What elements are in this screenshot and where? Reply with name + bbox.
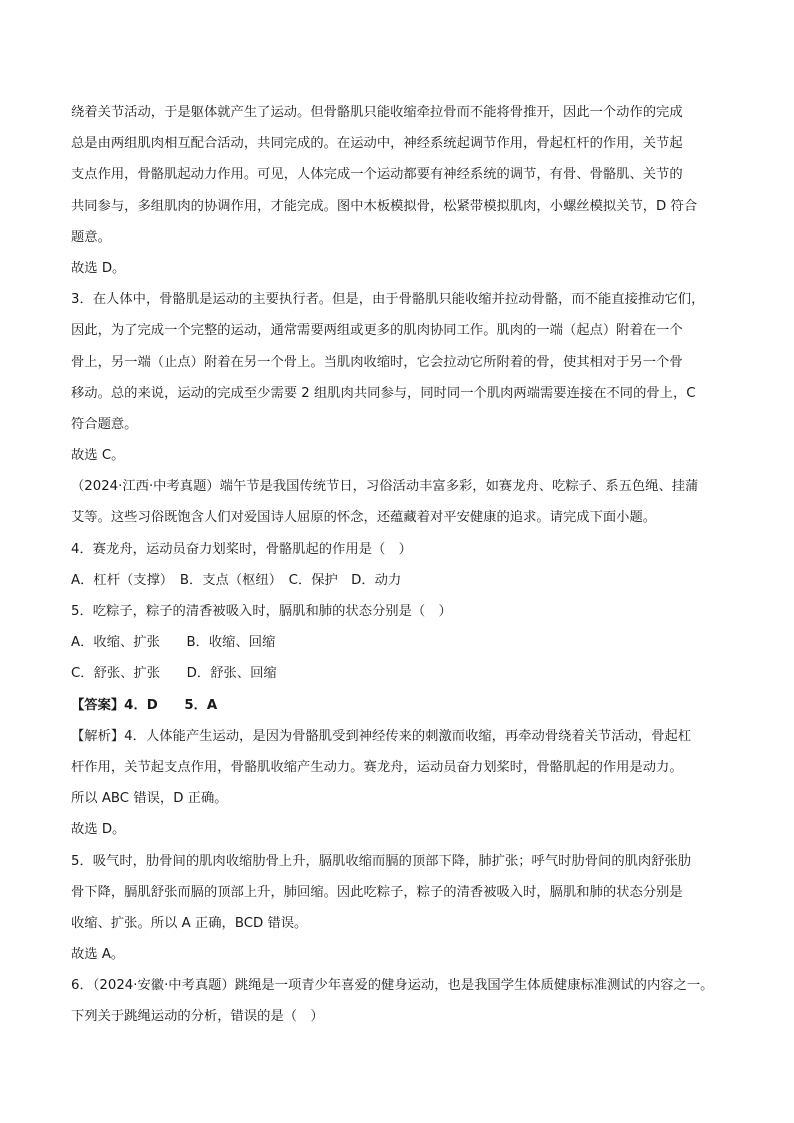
text-line-1: 绕着关节活动，于是躯体就产生了运动。但骨骼肌只能收缩牵拉骨而不能将骨推开，因此一个动作的完成 [71,105,683,120]
text-body [71,97,727,1033]
analysis-label: 【解析】4．人体能产生运动，是因为骨骼肌受到神经传来的刺激而收缩，再牵动骨绕着关节活动，骨起杠 [71,728,692,744]
question-4-options: A．杠杆（支撑） B．支点（枢纽） C．保护 D．动力 [71,572,402,588]
analysis-5: 5．吸气时，肋骨间的肌肉收缩肋骨上升，膈肌收缩而膈的顶部下降，肺扩张；呼气时肋骨间的肌肉舒张肋 [71,853,692,869]
question-4: 4．赛龙舟，运动员奋力划桨时，骨骼肌起的作用是（ ） [71,541,412,557]
text-line-26: 骨下降，膈肌舒张而膈的顶部上升，肺回缩。因此吃粽子，粽子的清香被吸入时，膈肌和肺的状态分别是 [71,884,683,900]
text-line-10: 移动。总的来说，运动的完成至少需要 2 组肌肉共同参与，同时同一个肌肉两端需要连接在不同的骨上，C [71,385,696,401]
answer-label: 【答案】4．D 5．A [71,697,218,713]
text-line-11: 符合题意。 [71,416,138,432]
text-line-8: 因此，为了完成一个完整的运动，通常需要两组或更多的肌肉协同工作。肌肉的一端（起点）附着在一个 [71,323,683,339]
text-line-2: 总是由两组肌肉相互配合活动，共同完成的。在运动中，神经系统起调节作用，骨起杠杆的作用，关节起 [71,136,683,152]
text-line-9: 骨上，另一端（止点）附着在另一个骨上。当肌肉收缩时，它会拉动它所附着的骨，使其相对于另一个骨 [71,354,683,370]
text-line-6: 故选 D。 [71,260,126,276]
question-3-text: 3．在人体中，骨骼肌是运动的主要执行者。但是，由于骨骼肌只能收缩并拉动骨骼，而不能直接推动它们， [71,292,705,308]
text-line-5: 题意。 [71,229,111,245]
text-line-27: 收缩、扩张。所以 A 正确，BCD 错误。 [71,915,308,931]
text-line-3: 支点作用，骨骼肌起动力作用。可见，人体完成一个运动都要有神经系统的调节，有骨、骨骼肌、关节的 [71,167,683,183]
text-line-23: 所以 ABC 错误，D 正确。 [71,791,228,807]
question-5-options-cd: C．舒张、扩张 D．舒张、回缩 [71,666,277,682]
passage-intro: （2024·江西·中考真题）端午节是我国传统节日，习俗活动丰富多彩，如赛龙舟、吃粽子、系五色绳、挂蒲 [71,479,699,495]
question-5-options-ab: A．收缩、扩张 B．收缩、回缩 [71,635,276,651]
text-line-22: 杆作用，关节起支点作用，骨骼肌收缩产生动力。赛龙舟，运动员奋力划桨时，骨骼肌起的作用是动力。 [71,759,683,775]
text-line-4: 共同参与，多组肌肉的协调作用，才能完成。图中木板模拟骨，松紧带模拟肌肉，小螺丝模拟关节，D 符合 [71,198,698,214]
text-line-28: 故选 A。 [71,947,125,963]
text-line-24: 故选 D。 [71,822,126,838]
text-line-12: 故选 C。 [71,448,125,464]
text-line-14: 艾等。这些习俗既饱含人们对爱国诗人屈原的怀念，还蕴藏着对平安健康的追求。请完成下面小题。 [71,510,657,526]
text-line-30: 下列关于跳绳运动的分析，错误的是（ ） [71,1009,324,1025]
question-5: 5．吃粽子，粽子的清香被吸入时，膈肌和肺的状态分别是（ ） [71,604,452,619]
question-6: 6．（2024·安徽·中考真题）跳绳是一项青少年喜爱的健身运动，也是我国学生体质健康标准测试的内容之一。 [71,978,714,994]
